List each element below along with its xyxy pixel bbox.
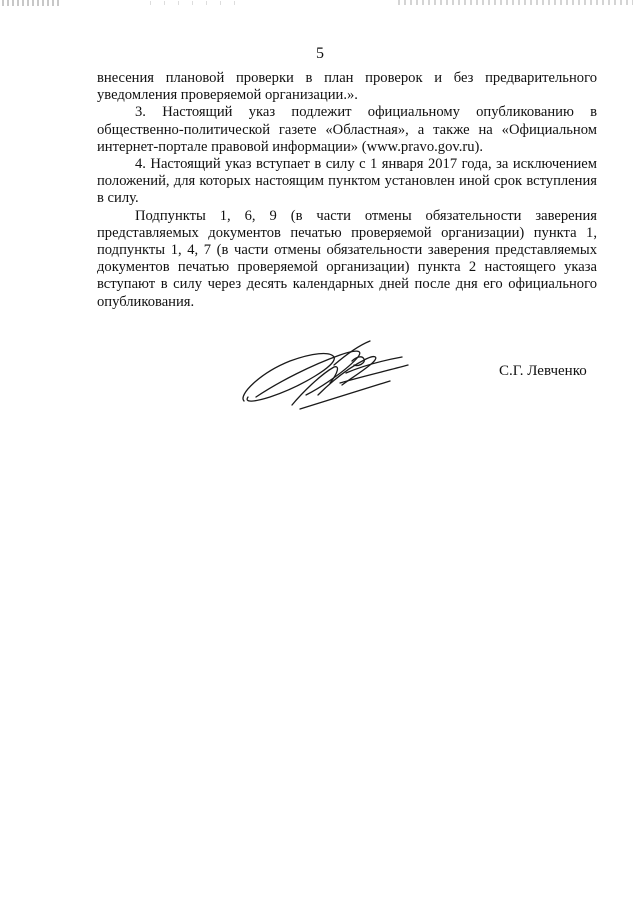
paragraph-item-3: 3. Настоящий указ подлежит официальному опубликованию в общественно-политической газете «Областная», а также на «Официальном интернет-портале правовой информации» (www.pravo.gov.ru).	[97, 104, 597, 155]
paragraph-continuation: внесения плановой проверки в план проверок и без предварительного уведомления проверяемой организации.».	[97, 70, 597, 104]
scan-artifact-top-left	[2, 0, 60, 6]
paragraph-subitems: Подпункты 1, 6, 9 (в части отмены обязательности заверения представляемых документов печатью проверяемой организации) пункта 1, подпункты 1, 4, 7 (в части отмены обязательности заверения представляемых документов печатью проверяемой организации) пункта 2 настоящего указа вступают в силу через десять календарных дней после дня его официального опубликования.	[97, 207, 597, 310]
scan-artifact-top-middle	[150, 1, 240, 5]
signer-name: С.Г. Левченко	[499, 363, 587, 379]
signature-drawing	[230, 335, 420, 415]
handwritten-signature	[230, 335, 420, 415]
paragraph-item-4: 4. Настоящий указ вступает в силу с 1 января 2017 года, за исключением положений, для которых настоящим пунктом установлен иной срок вступления в силу.	[97, 156, 597, 207]
document-body	[97, 70, 597, 311]
scan-artifact-top-right	[398, 0, 633, 5]
page-number: 5	[316, 45, 324, 62]
